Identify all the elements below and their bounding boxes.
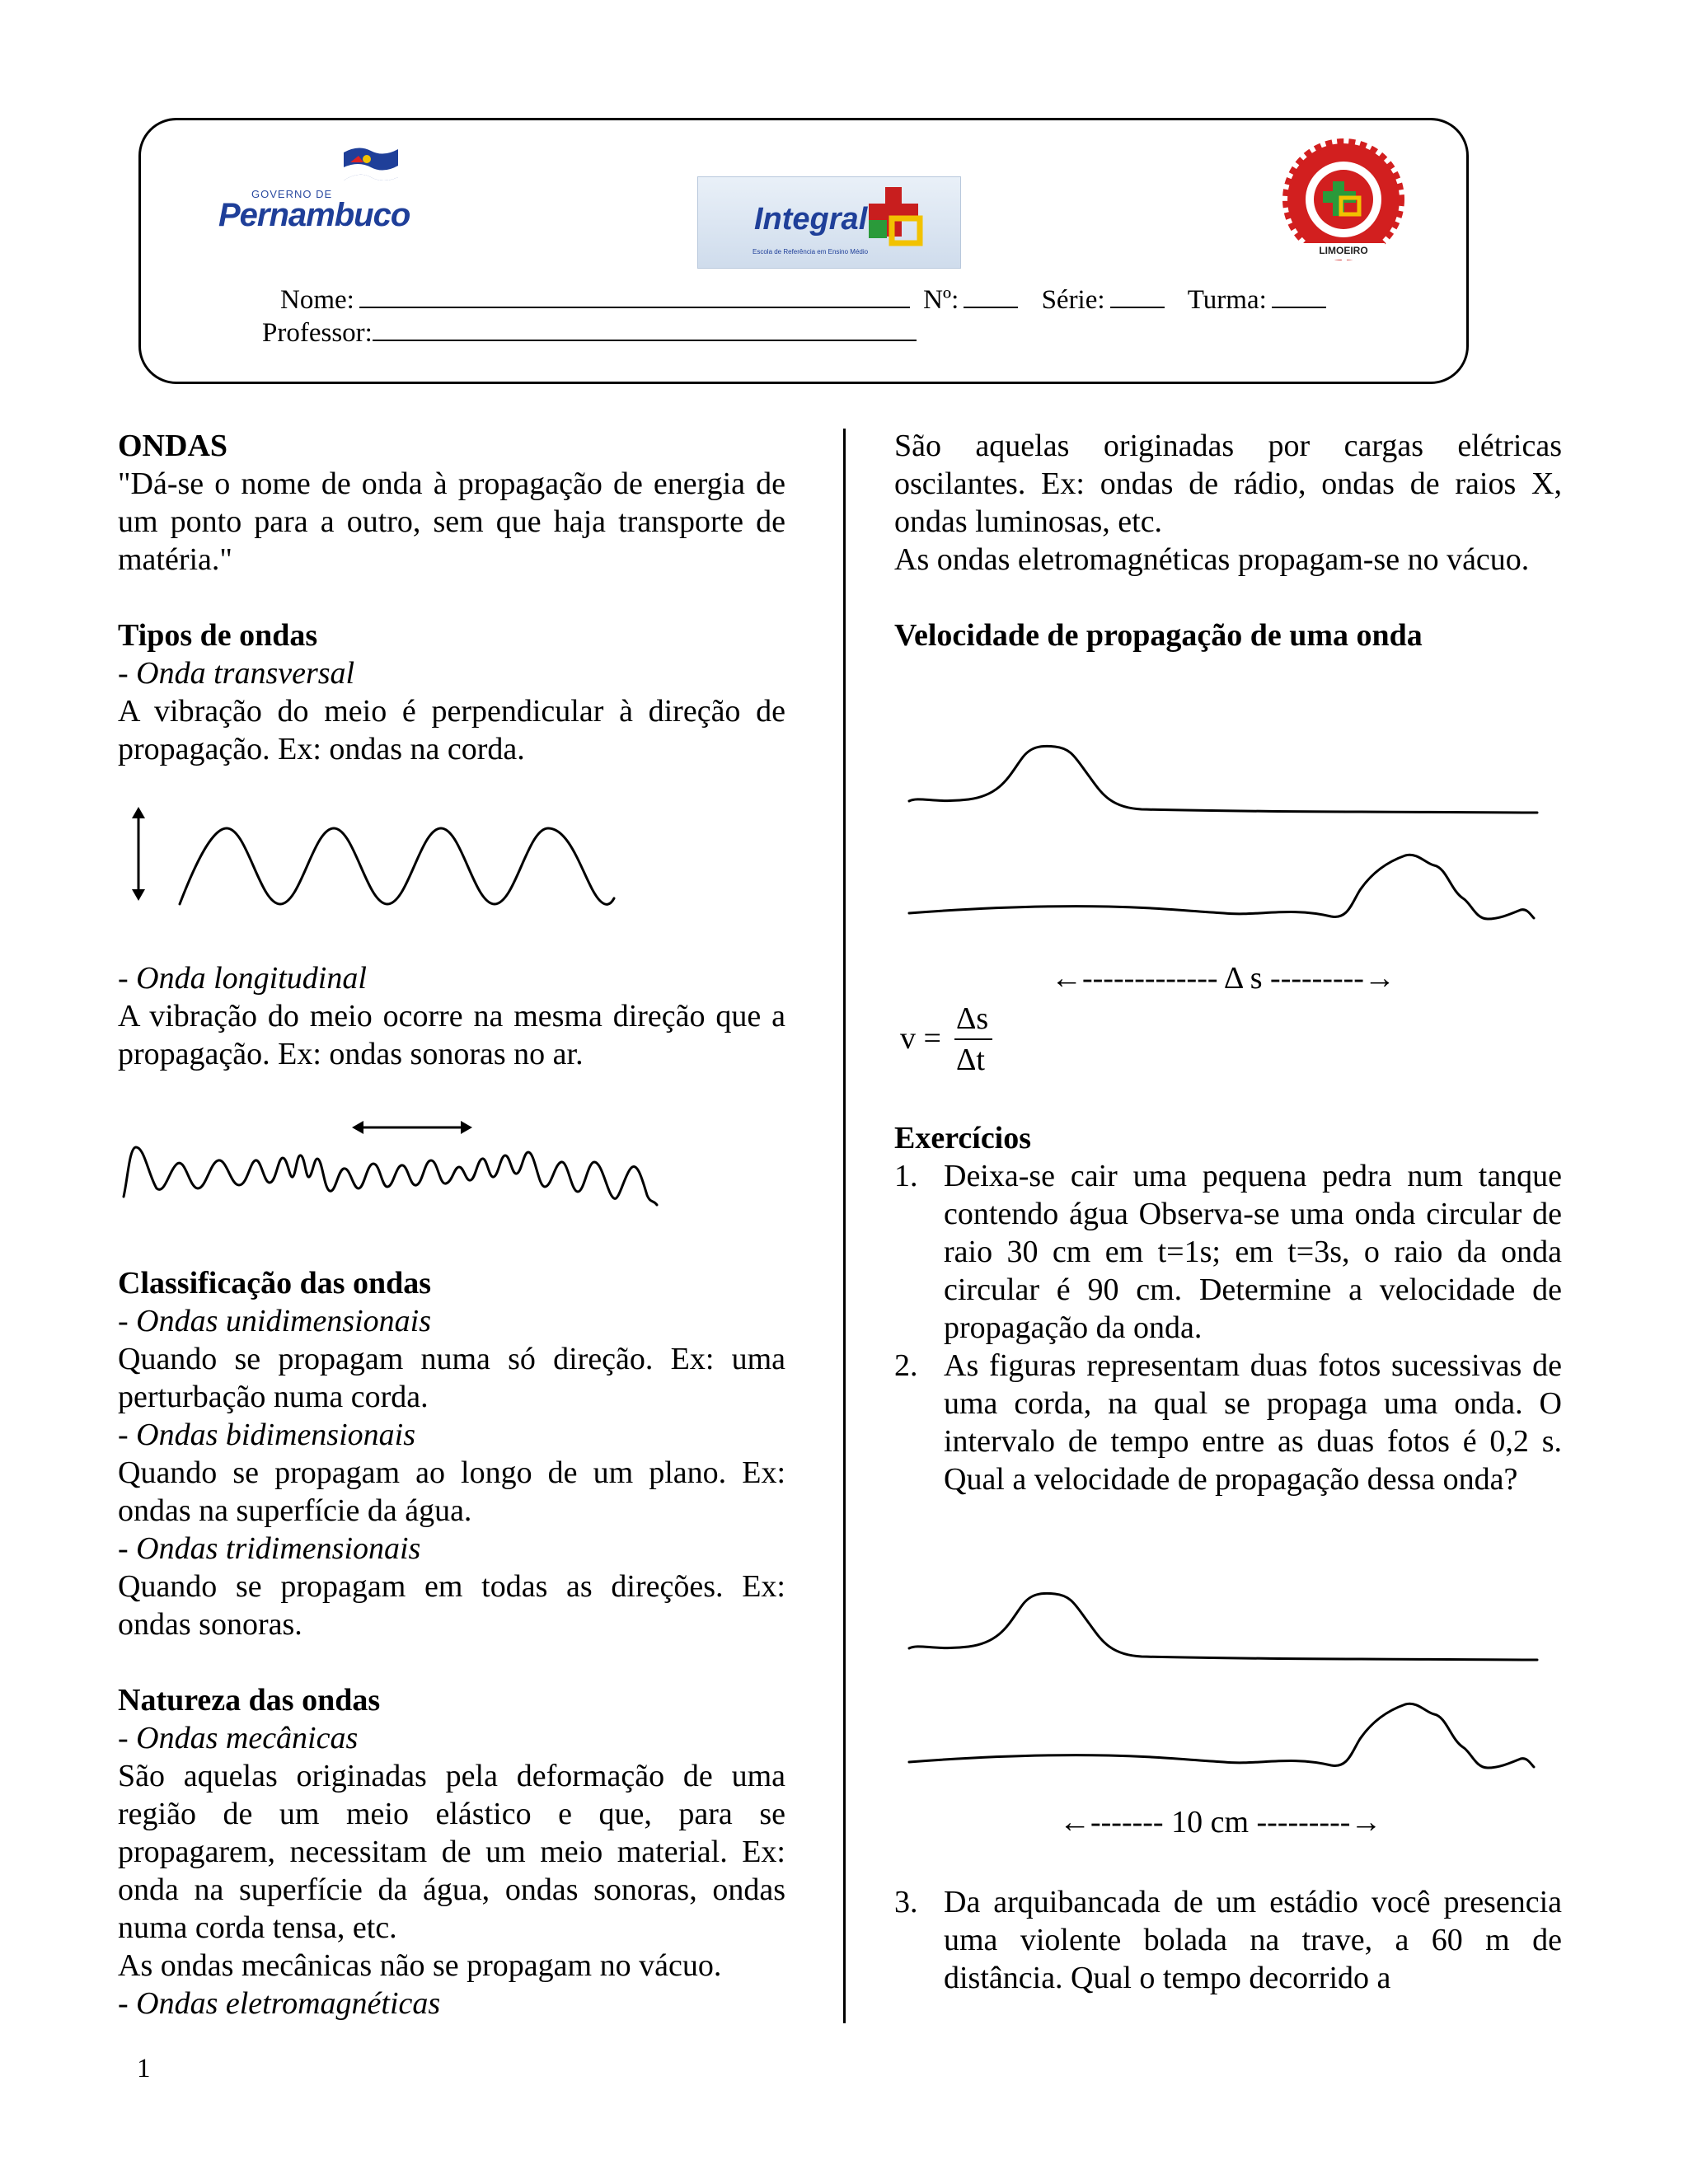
pernambuco-logo-small-text: GOVERNO DE: [251, 188, 333, 200]
delta-s-label: ←------------- Δ s ---------→: [1051, 961, 1395, 996]
definition-text: "Dá-se o nome de onda à propagação de energia de um ponto para a outro, sem que haja transporte de matéria.": [118, 466, 785, 577]
page-number: 1: [137, 2054, 151, 2083]
left-column-top: [118, 427, 785, 768]
mecanicas-text: São aquelas originadas pela deformação de uma região de um meio elástico e que, para se propagarem, necessitam de um meio material. Ex: onda na superfície da água, ondas sonoras, ondas numa corda tensa, etc.: [118, 1759, 785, 1945]
right-column-exercise-3: [894, 1883, 1562, 1997]
transverse-wave-line: [180, 828, 614, 904]
exercicios-heading: Exercícios: [894, 1121, 1032, 1155]
exercise-2-wave-figure: [903, 1582, 1554, 1780]
exercise-2-text: As figuras representam duas fotos sucessivas de uma corda, na qual se propaga uma onda. O intervalo de tempo entre as duas fotos é 0,2 s. Qual a velocidade de propagação dessa onda?: [944, 1348, 1562, 1497]
exercise-2-number: 2.: [894, 1348, 918, 1383]
longitudinal-wave-figure: [120, 1113, 729, 1212]
eletromagneticas-text: São aquelas originadas por cargas elétricas oscilantes. Ex: ondas de rádio, ondas de raios X, ondas luminosas, etc.: [894, 429, 1562, 539]
transversal-text: A vibração do meio é perpendicular à direção de propagação. Ex: ondas na corda.: [118, 694, 785, 766]
longitudinal-label: - Onda longitudinal: [118, 961, 367, 996]
classificacao-heading: Classificação das ondas: [118, 1266, 432, 1301]
turma-label: Turma:: [1187, 285, 1267, 315]
tipos-heading: Tipos de ondas: [118, 618, 318, 653]
integral-logo-subtitle: Escola de Referência em Ensino Médio: [753, 248, 869, 255]
integral-logo-text: Integral: [754, 202, 868, 237]
eletromagneticas-label: - Ondas eletromagnéticas: [118, 1986, 441, 2021]
professor-line: [262, 316, 917, 349]
numero-field[interactable]: [964, 284, 1018, 308]
velocidade-heading: Velocidade de propagação de uma onda: [894, 618, 1423, 653]
nome-label: Nome:: [280, 285, 354, 315]
left-column-longitudinal: [118, 959, 785, 1073]
student-info-line: [280, 284, 1326, 316]
pernambuco-flag-icon: [342, 144, 400, 185]
pernambuco-logo: [218, 144, 410, 235]
exercise-3-number: 3.: [894, 1885, 918, 1919]
horizontal-double-arrow-icon: [352, 1121, 472, 1134]
bidimensional-label: - Ondas bidimensionais: [118, 1418, 415, 1452]
velocity-formula: [900, 1001, 999, 1083]
professor-field[interactable]: [373, 316, 917, 341]
distance-label: ←------- 10 cm ---------→: [1059, 1805, 1382, 1840]
nome-field[interactable]: [359, 284, 910, 308]
column-divider: [843, 429, 846, 2023]
professor-label: Professor:: [262, 318, 373, 348]
ex2-wave-snapshot-1: [909, 1593, 1537, 1660]
wave-snapshot-1: [909, 746, 1537, 813]
integral-plus-icon: [867, 185, 925, 251]
exercise-1: [894, 1157, 1562, 1347]
formula-numerator: Δs: [956, 1001, 989, 1036]
natureza-heading: Natureza das ondas: [118, 1683, 381, 1718]
exercise-2: [894, 1347, 1562, 1498]
longitudinal-wave-line: [124, 1147, 657, 1205]
eletromagneticas-vacuo-text: As ondas eletromagnéticas propagam-se no vácuo.: [894, 542, 1530, 577]
page-title: ONDAS: [118, 429, 228, 463]
transverse-wave-figure: [124, 804, 734, 911]
formula-fraction-bar: [954, 1038, 992, 1040]
bidimensional-text: Quando se propagam ao longo de um plano. Ex: ondas na superfície da água.: [118, 1455, 785, 1528]
vertical-double-arrow-icon: [132, 807, 145, 901]
transversal-label: - Onda transversal: [118, 656, 355, 691]
velocity-wave-figure: [903, 733, 1554, 931]
mecanicas-label: - Ondas mecânicas: [118, 1721, 359, 1755]
serie-field[interactable]: [1110, 284, 1165, 308]
mecanicas-vacuo-text: As ondas mecânicas não se propagam no vácuo.: [118, 1948, 722, 1983]
unidimensional-label: - Ondas unidimensionais: [118, 1304, 431, 1338]
turma-field[interactable]: [1272, 284, 1326, 308]
exercise-3: [894, 1883, 1562, 1997]
serie-label: Série:: [1041, 285, 1105, 315]
numero-label: Nº:: [923, 285, 959, 315]
formula-v: v =: [900, 1021, 941, 1056]
wave-snapshot-2: [909, 855, 1534, 919]
school-emblem: [1282, 140, 1405, 264]
right-column-exercises: [894, 1119, 1562, 1498]
exercise-1-number: 1.: [894, 1159, 918, 1193]
school-city-text: LIMOEIRO: [1319, 245, 1368, 256]
exercise-3-text: Da arquibancada de um estádio você presencia uma violente bolada na trave, a 60 m de distância. Qual o tempo decorrido a: [944, 1885, 1562, 1995]
exercise-1-text: Deixa-se cair uma pequena pedra num tanque contendo água Observa-se uma onda circular de raio 30 cm em t=1s; em t=3s, o raio da onda circular é 90 cm. Determine a velocidade de propagação da onda.: [944, 1159, 1562, 1345]
right-column-top: [894, 427, 1562, 654]
tridimensional-label: - Ondas tridimensionais: [118, 1531, 421, 1566]
formula-denominator: Δt: [956, 1043, 985, 1077]
pernambuco-logo-text: Pernambuco: [218, 197, 410, 233]
left-column-bottom: [118, 1264, 785, 2022]
tridimensional-text: Quando se propagam em todas as direções. Ex: ondas sonoras.: [118, 1569, 785, 1642]
integral-logo: [697, 176, 961, 269]
unidimensional-text: Quando se propagam numa só direção. Ex: uma perturbação numa corda.: [118, 1342, 785, 1414]
longitudinal-text: A vibração do meio ocorre na mesma direção que a propagação. Ex: ondas sonoras no ar.: [118, 999, 785, 1071]
ex2-wave-snapshot-2: [909, 1704, 1534, 1768]
